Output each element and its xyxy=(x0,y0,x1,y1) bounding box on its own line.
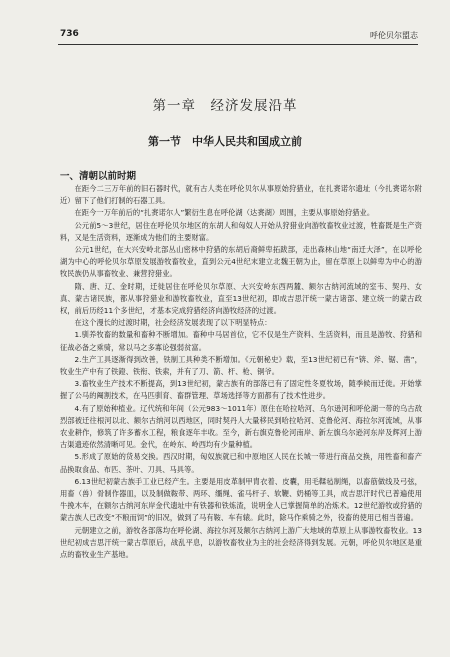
paragraph: 2.生产工具逐渐得到改善，铁制工具种类不断增加。《元朝秘史》载，至13世纪初已有“锛、斧、锯、凿”，牧业生产中有了铁鐙、铁衔、铁索，并有了刀、箭、杆、枪、铜爷。 xyxy=(60,354,422,377)
paragraph: 在距今二三万年前的旧石器时代，就有古人类在呼伦贝尔从事原始狩猎业，在扎赉诺尔遗址（今扎赉诺尔附近）留下了他们打制的石器工具。 xyxy=(60,184,422,206)
running-title: 呼伦贝尔盟志 xyxy=(370,31,418,40)
paragraph: 在这个漫长的过渡时期，社会经济发展表现了以下明显特点： xyxy=(74,318,272,328)
paragraph: 6.13世纪初蒙古族手工业已经产生。主要是用皮革制甲胄衣着、皮囊，用毛鞣毡制绳，以畜筋做线及弓弦，用畜（兽）骨制作器皿，以及制做鞍带、两环、缰绳、雀马杆子、软鞭、奶桶等工具，成吉思汗时代已普遍使用牛挽木车，在额尔古纳河东岸金代遗址中有铁器和铁炼渣，说明金人已掌握简单的冶炼术。12世纪游牧或狩猎的蒙古族人已改变“不粮而饲”的旧况，做到了马有鞍、车有辕。此时，除马作乘骑之外，役畜的使用已相当普遍。 xyxy=(60,476,422,523)
paragraph: 公元1世纪，在大兴安岭北部丛山密林中狩猎的东胡后裔鲜卑拓跋部，走出森林山地“南迁大泽”，在以呼伦湖为中心的呼伦贝尔草原发展游牧畜牧业，直到公元4世纪末建立北魏王朝为止，留在草原上以鲜卑为中心的游牧民族仍从事畜牧业、兼营狩猎业。 xyxy=(60,245,422,279)
chapter-title: 第一章 经济发展沿革 xyxy=(152,98,298,114)
page-header xyxy=(58,29,418,45)
paragraph: 公元前5～3世纪，居住在呼伦贝尔地区的东胡人和匈奴人开始从狩猎业向游牧畜牧业过渡，牲畜既是生产资料，又是生活资料，逐渐成为他们的主要财富。 xyxy=(60,220,422,242)
paragraph: 1.驯养牧畜的数量和畜种不断增加。畜种中马居首位，它不仅是生产资料、生活资料，而且是游牧、狩猎和征战必备之乘骑，常以马之多寡论强弱贫富。 xyxy=(60,330,422,352)
paragraph: 3.畜牧业生产技术不断提高，到13世纪初，蒙古族有的部落已有了固定性冬夏牧场，随季候而迁徙。开始掌握了公马的阉割技术，在马匹驯育、畜群管理、草场选择等方面都有了技术性进步。 xyxy=(60,379,422,401)
paragraph: 5.形成了原始的货易交换。西汉时期，匈奴族就已和中原地区人民在长城一带进行商品交换，用牲畜和畜产品换取食品、布匹、茶叶、刀具、马具等。 xyxy=(60,452,422,474)
section-title: 第一节 中华人民共和国成立前 xyxy=(148,135,302,148)
page-number: 736 xyxy=(60,29,79,39)
paragraph: 隋、唐、辽、金时期，迁徙居住在呼伦贝尔草原、大兴安岭东西两麓、额尔古纳河流域的室韦、契丹、女真、蒙古诸民族，都从事狩猎业和游牧畜牧业，直至13世纪初，即成吉思汗统一蒙古诸部、建立统一的蒙古政权，前后历经11个多世纪，才基本完成狩猎经济向游牧经济的过渡。 xyxy=(60,281,422,316)
body-text xyxy=(60,183,422,561)
paragraph: 在距今一万年前后的“扎赉诺尔人”繁衍生息在呼伦湖（达赉湖）周围，主要从事原始狩猎业。 xyxy=(74,208,375,218)
paragraph: 元朝建立之前，游牧各部落均在呼伦湖、海拉尔河及额尔古纳河上游广大地域的草原上从事游牧畜牧业。13世纪初成吉思汗统一蒙古草原后，战乱平息，以游牧畜牧业为主的社会经济得到发展。元朝，呼伦贝尔地区是重点的畜牧业生产基地。 xyxy=(60,525,422,560)
paragraph: 4.有了原始种植业。辽代统和年间（公元983～1011年）原住在哈拉哈河、乌尔逊河和呼伦湖一带的乌古敌烈部被迁往根河以北、额尔古纳河以西地区，同时契丹人大量移民到哈拉哈河、克鲁伦河、海拉尔河流域，从事农业耕作，修筑了许多蓄水工程，粮食逐年丰收。至今，新右旗克鲁伦河南岸、新左旗乌尔逊河东岸及辉河上游古渠遗迹依然清晰可见。金代，在岭东、岭西均有少量种植。 xyxy=(60,403,422,450)
subsection-title: 一、清朝以前时期 xyxy=(60,171,137,182)
